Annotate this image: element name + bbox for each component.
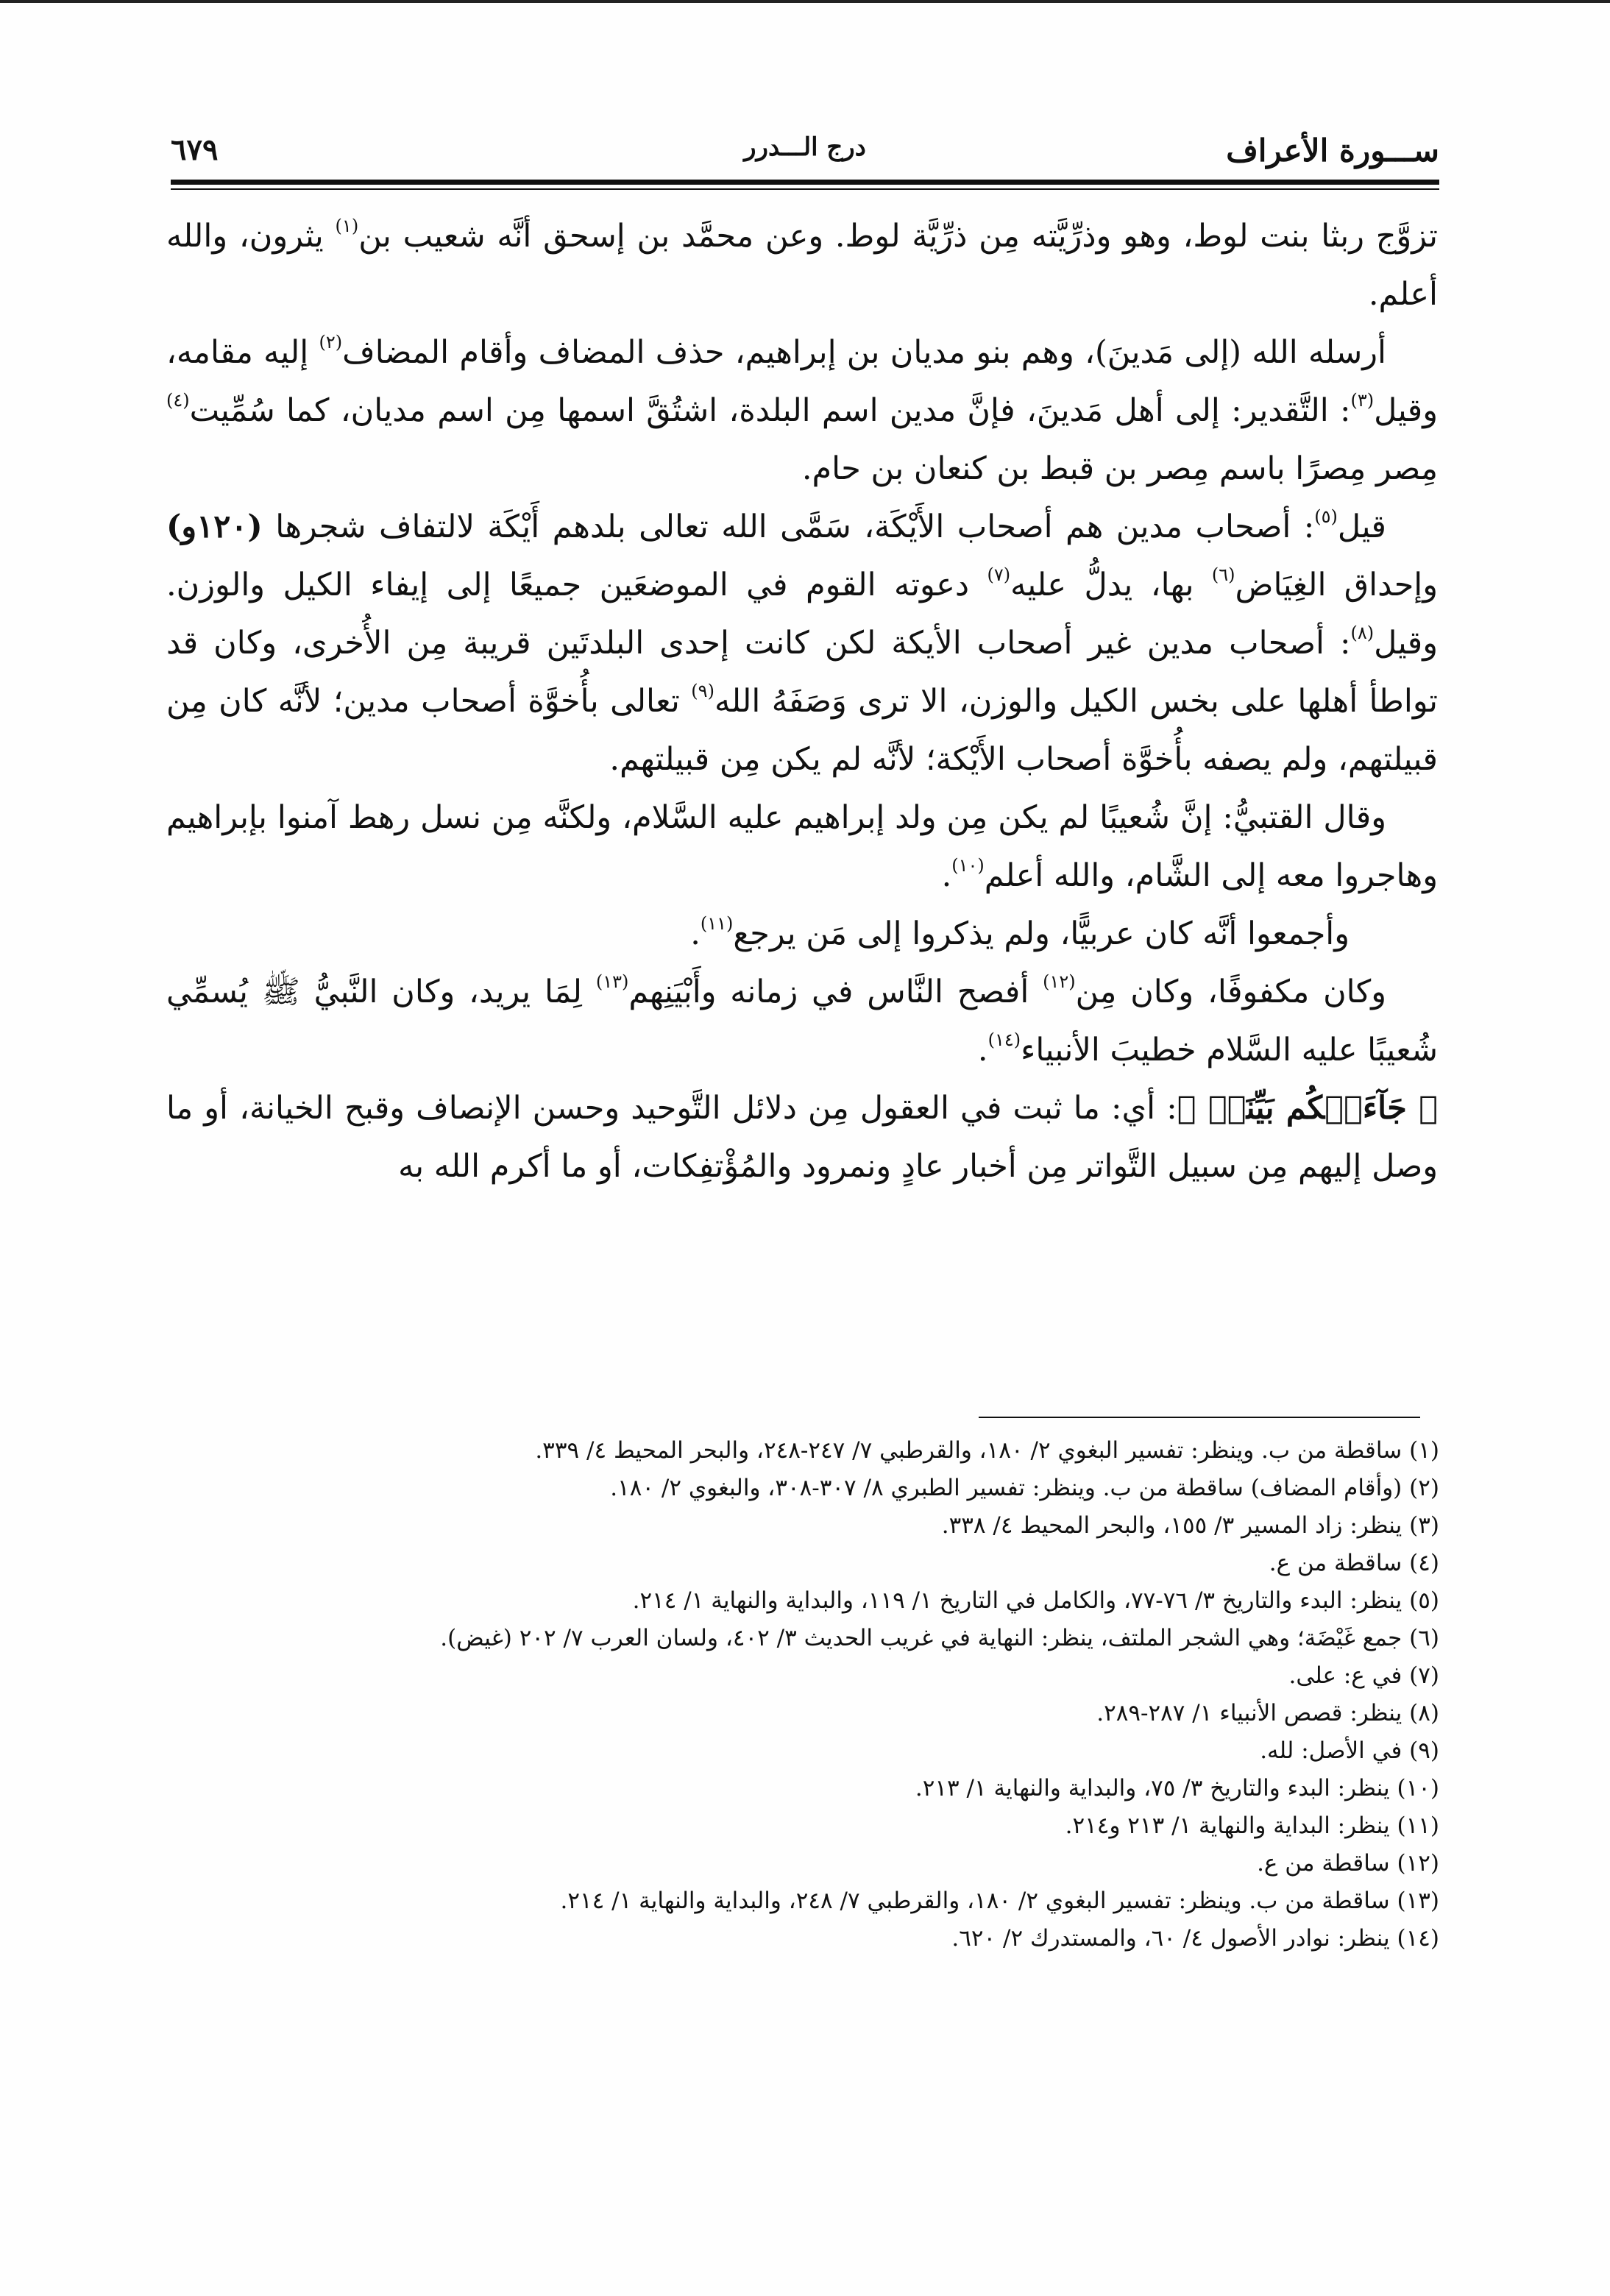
footnote-9: (٩) في الأصل: لله. [1260, 1737, 1439, 1764]
quran-verse: ﴿ جَآءَتۡكُم بَيِّنَةٞ ﴾ [1177, 1090, 1438, 1127]
footnote-ref-9[interactable]: (٩) [691, 681, 714, 701]
surah-title: ســـورة الأعراف [1226, 132, 1439, 169]
header-rule-thick [171, 180, 1439, 185]
manuscript-folio-marker: (١٢٠و) [166, 509, 263, 545]
footnote-13: (١٣) ساقطة من ب. وينظر: تفسير البغوي ٢/ ١٨٠، والقرطبي ٧/ ٢٤٨، والبداية والنهاية ١/ ٢١٤. [560, 1888, 1439, 1914]
paragraph-3: قيل$^{(٥)}$: أصحاب مدين هم أصحاب الأَيْكَة، سَمَّى الله تعالى بلدهم أَيْكَة لالتفاف شجرها (١٢٠و) وإحداق الغِيَاض$^{(٦)}$ بها، يدلُّ عليه$^{(٧)}$ دعوته القوم في الموضعَين جميعًا إلى إيفاء الكيل والوزن. وقيل$^{(٨)}$: أصحاب مدين غير أصحاب الأيكة لكن كانت إحدى البلدتَين قريبة مِن الأُخرى، وكان قد تواطأ أهلها على بخس الكيل والوزن، الا ترى وَصَفَهُ الله$^{(٩)}$ تعالى بأُخوَّة أصحاب مدين؛ لأنَّه كان مِن قبيلتهم، ولم يصفه بأُخوَّة أصحاب الأَيْكة؛ لأنَّه لم يكن مِن قبيلتهم. [166, 506, 1439, 778]
footnote-14: (١٤) ينظر: نوادر الأصول ٤/ ٦٠، والمستدرك ٢/ ٦٢٠. [951, 1925, 1439, 1952]
footnote-ref-5[interactable]: (٥) [1314, 506, 1338, 527]
footnote-ref-1[interactable]: (١) [335, 216, 359, 236]
footnote-ref-4[interactable]: (٤) [166, 390, 190, 411]
footnote-4: (٤) ساقطة من ع. [1269, 1550, 1439, 1576]
footnote-separator [979, 1417, 1420, 1418]
page-number: ٦٧٩ [171, 132, 219, 167]
book-title: درج الـــدرر [744, 132, 866, 162]
footnote-1: (١) ساقطة من ب. وينظر: تفسير البغوي ٢/ ١٨٠، والقرطبي ٧/ ٢٤٧-٢٤٨، والبحر المحيط ٤/ ٣٣٩. [535, 1437, 1439, 1464]
running-header [171, 132, 1439, 177]
footnote-6: (٦) جمع غَيْضَة؛ وهي الشجر الملتف، ينظر: النهاية في غريب الحديث ٣/ ٤٠٢، ولسان العرب ٧/ ٢٠٢ (غيض). [440, 1625, 1439, 1651]
footnote-ref-14[interactable]: (١٤) [987, 1030, 1021, 1050]
paragraph-7: ﴿ جَآءَتۡكُم بَيِّنَةٞ ﴾: أي: ما ثبت في العقول مِن دلائل التَّوحيد وحسن الإنصاف وقبح الخيانة، أو ما وصل إليهم مِن سبيل التَّواتر مِن أخبار عادٍ ونمرود والمُؤْتفِكات، أو ما أكرم الله به [166, 1090, 1438, 1185]
footnote-2: (٢) (وأقام المضاف) ساقطة من ب. وينظر: تفسير الطبري ٨/ ٣٠٧-٣٠٨، والبغوي ٢/ ١٨٠. [610, 1475, 1439, 1501]
footnote-ref-8[interactable]: (٨) [1350, 623, 1375, 643]
footnote-8: (٨) ينظر: قصص الأنبياء ١/ ٢٨٧-٢٨٩. [1096, 1700, 1439, 1726]
paragraph-5: وأجمعوا أنَّه كان عربيًّا، ولم يذكروا إلى مَن يرجع$^{(١١)}$. [690, 913, 1350, 952]
footnote-ref-13[interactable]: (١٣) [595, 971, 629, 992]
footnote-ref-3[interactable]: (٣) [1350, 390, 1375, 411]
paragraph-4: وقال القتبيُّ: إنَّ شُعيبًا لم يكن مِن ولد إبراهيم عليه السَّلام، ولكنَّه مِن نسل رهط آمنوا بإبراهيم وهاجروا معه إلى الشَّام، والله أعلم$^{(١٠)}$. [166, 799, 1438, 894]
footnote-ref-2[interactable]: (٢) [319, 332, 343, 352]
footnote-10: (١٠) ينظر: البدء والتاريخ ٣/ ٧٥، والبداية والنهاية ١/ ٢١٣. [915, 1775, 1439, 1801]
footnote-7: (٧) في ع: على. [1288, 1662, 1439, 1689]
footnote-11: (١١) ينظر: البداية والنهاية ١/ ٢١٣ و٢١٤. [1065, 1813, 1439, 1839]
page-top-edge [0, 0, 1610, 3]
footnotes [171, 1432, 1439, 1957]
footnote-ref-11[interactable]: (١١) [700, 913, 734, 934]
footnote-5: (٥) ينظر: البدء والتاريخ ٣/ ٧٦-٧٧، والكامل في التاريخ ١/ ١١٩، والبداية والنهاية ١/ ٢١٤. [632, 1587, 1439, 1614]
main-text [166, 208, 1438, 1196]
footnote-ref-10[interactable]: (١٠) [951, 855, 985, 876]
paragraph-2: أرسله الله (إلى مَدينَ)، وهم بنو مديان بن إبراهيم، حذف المضاف وأقام المضاف$^{(٢)}$ إليه مقامه، وقيل$^{(٣)}$: التَّقدير: إلى أهل مَدينَ، فإنَّ مدين اسم البلدة، اشتُقَّ اسمها مِن اسم مديان، كما سُمِّيت$^{(٤)}$ مِصر مِصرًا باسم مِصر بن قبط بن كنعان بن حام. [166, 332, 1438, 487]
footnote-ref-7[interactable]: (٧) [987, 564, 1011, 585]
paragraph-6: وكان مكفوفًا، وكان مِن$^{(١٢)}$ أفصح النَّاس في زمانه وأَبْيَنِهم$^{(١٣)}$ لِمَا يريد، وكان النَّبيُّ ﷺ يُسمِّي شُعيبًا عليه السَّلام خطيبَ الأنبياء$^{(١٤)}$. [166, 971, 1438, 1069]
footnote-12: (١٢) ساقطة من ع. [1257, 1850, 1439, 1877]
header-rule-thin [171, 188, 1439, 190]
footnote-3: (٣) ينظر: زاد المسير ٣/ ١٥٥، والبحر المحيط ٤/ ٣٣٨. [941, 1512, 1439, 1539]
footnote-ref-12[interactable]: (١٢) [1043, 971, 1076, 992]
paragraph-1: تزوَّج ربثا بنت لوط، وهو وذرِّيَّته مِن ذرِّيَّة لوط. وعن محمَّد بن إسحق أنَّه شعيب بن$^{(١)}$ يثرون، والله أعلم. [166, 216, 1438, 313]
footnote-ref-6[interactable]: (٦) [1211, 564, 1235, 585]
